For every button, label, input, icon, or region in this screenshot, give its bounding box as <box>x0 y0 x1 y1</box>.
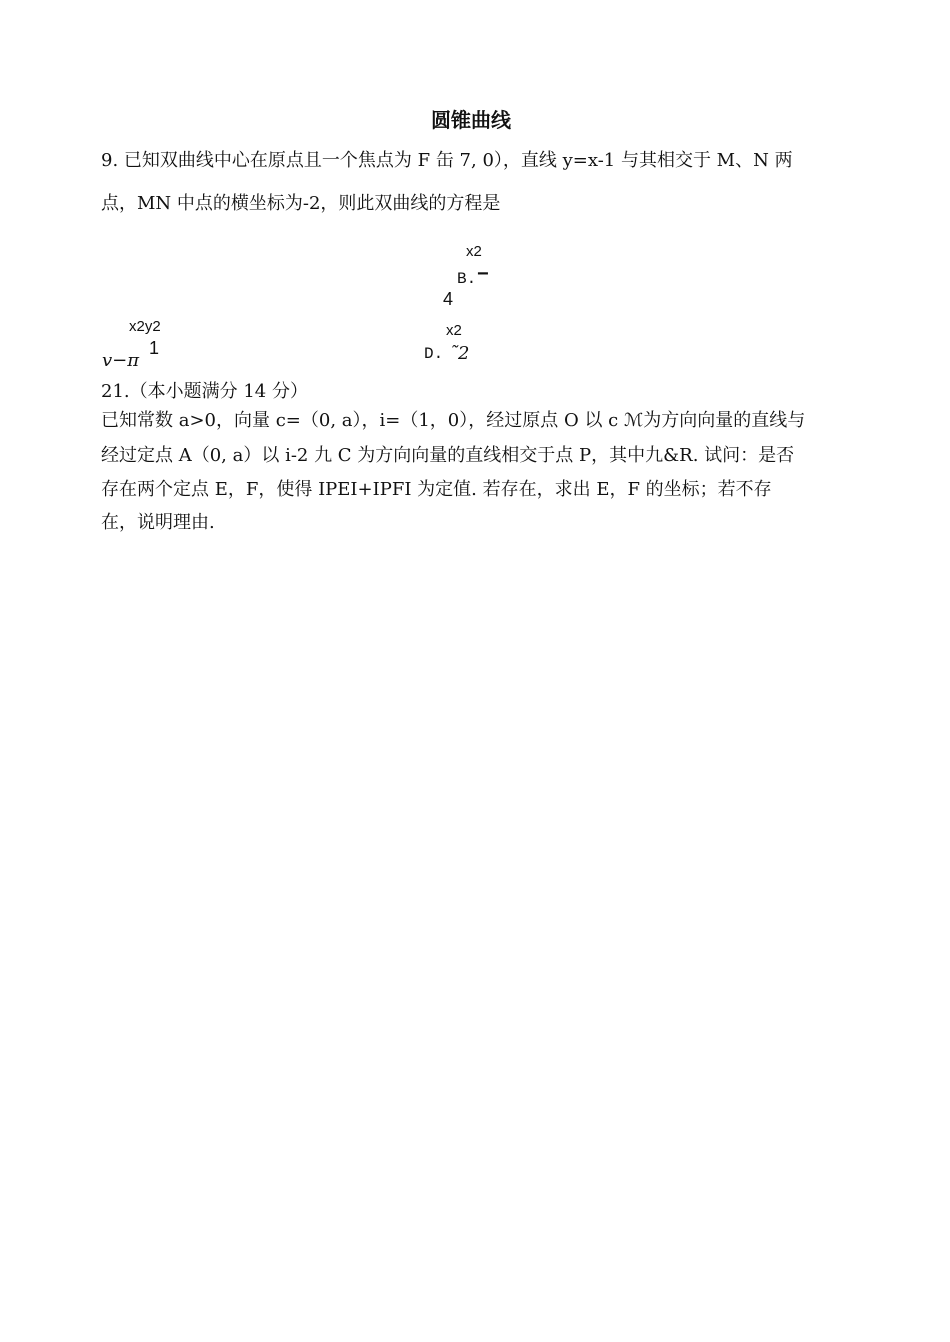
option-d-label: D. <box>424 345 444 363</box>
q21-line-2: 经过定点 A（0, a）以 i-2 九 C 为方向向量的直线相交于点 P，其中九&R. 试问：是否 <box>101 445 795 466</box>
option-a-x2y2: x2y2 <box>129 318 161 335</box>
q21-line-1: 已知常数 a>0，向量 c=（0, a），i=（1，0），经过原点 O 以 c ℳ为方向向量的直线与 <box>101 410 806 431</box>
q9-line-2: 点，MN 中点的横坐标为-2，则此双曲线的方程是 <box>101 193 501 214</box>
q9-line-1: 9. 已知双曲线中心在原点且一个焦点为 F 缶 7, 0），直线 y=x-1 与其相交于 M、N 两 <box>101 150 793 171</box>
option-a-one: 1 <box>149 338 160 358</box>
option-a-v-pi: v−π <box>102 350 140 371</box>
page-title: 圆锥曲线 <box>431 108 511 132</box>
option-d-value: ˜2 <box>449 343 470 364</box>
option-b-dash: − <box>477 263 489 285</box>
option-b-four: 4 <box>443 289 454 309</box>
q21-line-3: 存在两个定点 E，F，使得 IPEI+IPFI 为定值. 若存在，求出 E，F 的坐标；若不存 <box>101 479 772 500</box>
q21-header: 21.（本小题满分 14 分） <box>101 381 308 402</box>
q21-line-4: 在，说明理由. <box>101 512 215 533</box>
option-b-x2: x2 <box>466 243 482 260</box>
option-d-x2: x2 <box>446 322 462 339</box>
option-b-label: B. <box>457 270 477 288</box>
